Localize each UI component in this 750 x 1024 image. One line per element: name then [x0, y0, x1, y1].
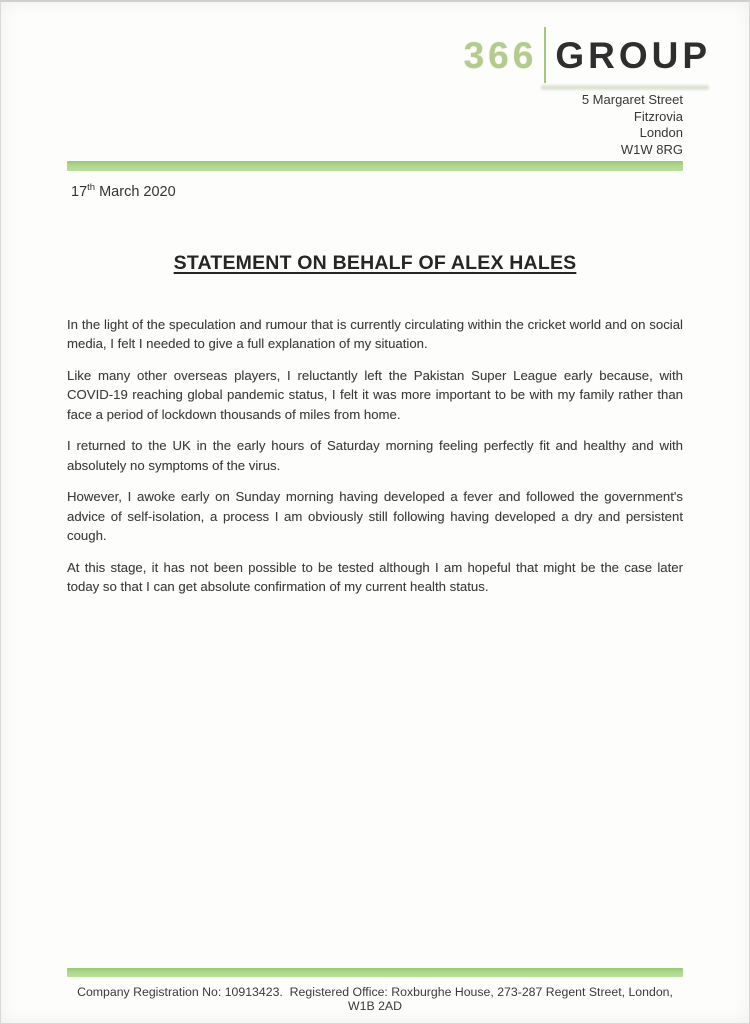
logo-group-text: GROUP — [555, 34, 711, 76]
date-day: 17 — [71, 183, 88, 200]
logo-divider-line — [544, 27, 546, 83]
address-line: 5 Margaret Street — [581, 92, 683, 107]
address-line: W1W 8RG — [620, 141, 683, 157]
date-month-year: March 2020 — [95, 183, 176, 200]
paragraph-speculation: In the light of the speculation and rumour that is currently circulating within the cricket world and on social media, I felt I needed to give a full explanation of my situation. — [67, 316, 683, 352]
company-logo — [1, 2, 749, 82]
letterhead-address — [1, 92, 749, 158]
footer-green-bar — [67, 968, 683, 977]
paragraph-left-psl: Like many other overseas players, I reluctantly left the Pakistan Super League early because, with COVID-19 reaching global pandemic status, I felt it was more important to be with my family rather than face a period of lockdown thousands of miles from home. — [67, 367, 683, 422]
company-registration-text: Company Registration No: 10913423. Registered Office: Roxburghe House, 273-287 Regent Street, London, W1B 2AD — [77, 985, 677, 1013]
address-line: Fitzrovia — [633, 108, 683, 124]
paragraph-testing: At this stage, it has not been possible to be tested although I am hopeful that might be the case later today so that I can get absolute confirmation of my current health status. — [67, 559, 683, 595]
letter-date — [71, 182, 683, 200]
logo-tagline-line — [541, 85, 709, 90]
statement-body — [67, 315, 683, 597]
address-line: London — [639, 125, 683, 140]
header-green-bar — [67, 161, 683, 171]
date-ordinal: th — [87, 182, 96, 193]
letter-footer — [67, 968, 683, 1013]
paragraph-fever: However, I awoke early on Sunday morning having developed a fever and followed the government's advice of self-isolation, a process I am obviously still following having developed a dry and persistent cough. — [67, 489, 683, 544]
logo-366-text: 366 — [463, 34, 538, 76]
paragraph-returned-uk: I returned to the UK in the early hours of Saturday morning feeling perfectly fit and healthy and with absolutely no symptoms of the virus. — [67, 438, 683, 473]
statement-title: STATEMENT ON BEHALF OF ALEX HALES — [173, 251, 577, 274]
